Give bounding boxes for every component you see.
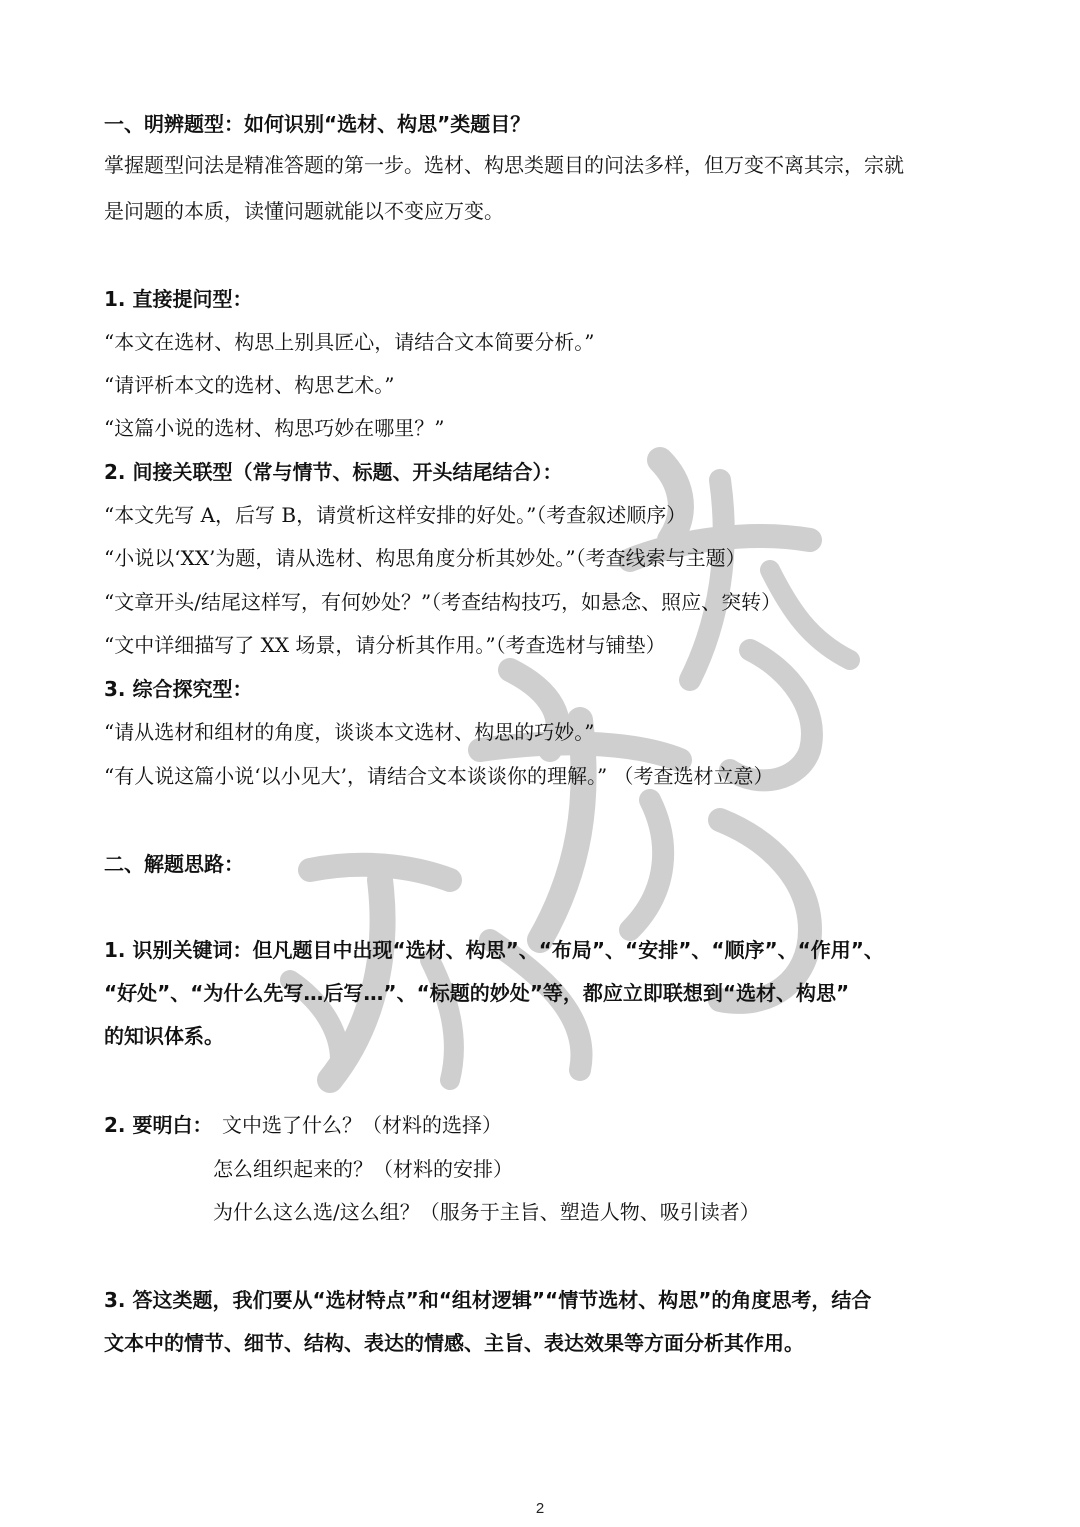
- type3-title: 3. 综合探究型：: [104, 677, 253, 701]
- step3-line2: 文本中的情节、细节、结构、表达的情感、主旨、表达效果等方面分析其作用。: [104, 1331, 804, 1355]
- type2-title: 2. 间接关联型（常与情节、标题、开头结尾结合）：: [104, 460, 563, 484]
- type1-title: 1. 直接提问型：: [104, 287, 253, 311]
- step1-line2: “好处”、“为什么先写…后写…”、“标题的妙处”等，都应立即联想到“选材、构思”: [104, 981, 850, 1005]
- page-number: 2: [535, 1500, 545, 1517]
- type2-question-4: “文中详细描写了 XX 场景，请分析其作用。”（考查选材与铺垫）: [104, 633, 666, 657]
- section2-heading: 二、解题思路：: [104, 852, 244, 876]
- type1-question-2: “请评析本文的选材、构思艺术。”: [104, 373, 395, 397]
- type3-question-2: “有人说这篇小说‘以小见大’，请结合文本谈谈你的理解。” （考查选材立意）: [104, 764, 774, 788]
- step1-line3: 的知识体系。: [104, 1024, 224, 1048]
- step2-label: 2. 要明白：: [104, 1113, 213, 1137]
- type2-question-2: “小说以‘XX’为题，请从选材、构思角度分析其妙处。”（考查线索与主题）: [104, 546, 746, 570]
- section1-heading: 一、明辨题型：如何识别“选材、构思”类题目？: [104, 112, 531, 136]
- step3-line1: 3. 答这类题，我们要从“选材特点”和“组材逻辑”“情节选材、构思”的角度思考，结合: [104, 1288, 872, 1312]
- type1-question-3: “这篇小说的选材、构思巧妙在哪里？”: [104, 416, 445, 440]
- type2-question-3: “文章开头/结尾这样写，有何妙处？”（考查结构技巧，如悬念、照应、突转）: [104, 590, 782, 614]
- step2-item-a: 文中选了什么？（材料的选择）: [222, 1113, 502, 1137]
- step1-line1: 1. 识别关键词：但凡题目中出现“选材、构思”、“布局”、“安排”、“顺序”、“作用”、: [104, 938, 884, 962]
- step2-item-b: 怎么组织起来的？（材料的安排）: [213, 1157, 513, 1181]
- type3-question-1: “请从选材和组材的角度，谈谈本文选材、构思的巧妙。”: [104, 720, 595, 744]
- type2-question-1: “本文先写 A，后写 B，请赏析这样安排的好处。”（考查叙述顺序）: [104, 503, 687, 527]
- section1-intro-line1: 掌握题型问法是精准答题的第一步。选材、构思类题目的问法多样，但万变不离其宗，宗就: [104, 153, 904, 177]
- type1-question-1: “本文在选材、构思上别具匠心，请结合文本简要分析。”: [104, 330, 595, 354]
- step2-item-c: 为什么这么选/这么组？（服务于主旨、塑造人物、吸引读者）: [213, 1200, 760, 1224]
- section1-intro-line2: 是问题的本质，读懂问题就能以不变应万变。: [104, 199, 504, 223]
